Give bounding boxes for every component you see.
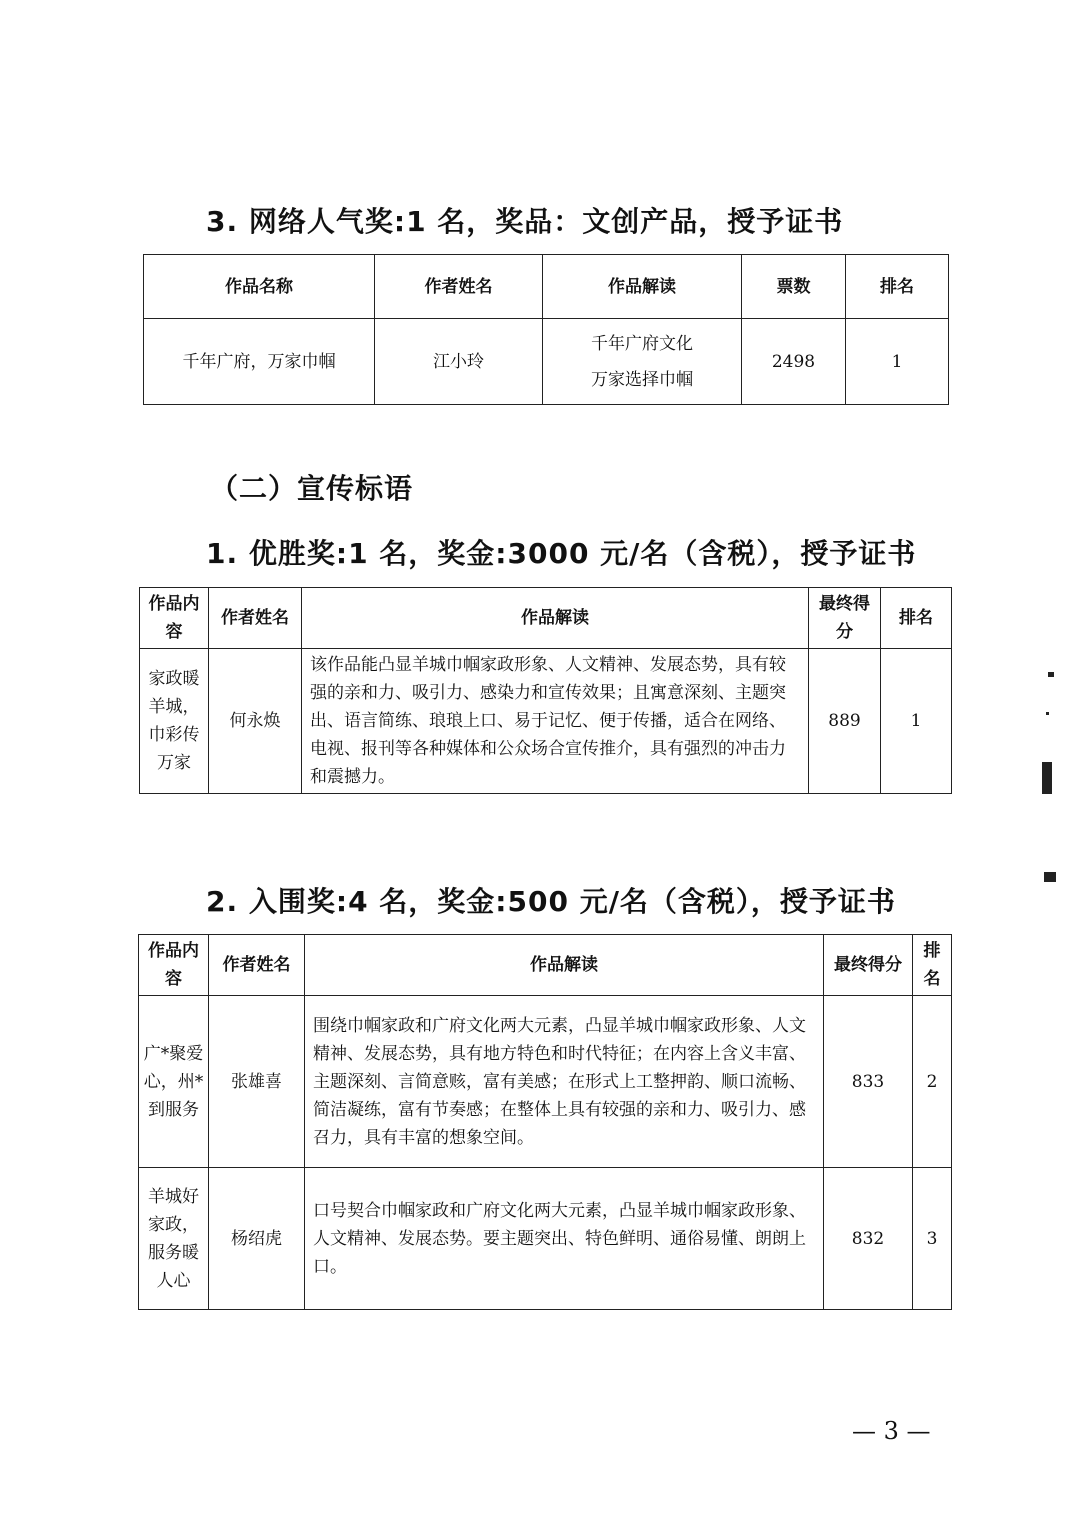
section3-heading: 3. 网络人气奖:1 名，奖品：文创产品，授予证书 (206, 205, 844, 238)
votes: 2498 (742, 319, 846, 405)
scan-mark (1046, 712, 1049, 715)
final-score: 889 (809, 649, 881, 794)
header-author-name: 作者姓名 (375, 255, 543, 319)
rank: 2 (913, 996, 952, 1168)
header-content: 作品内容 (139, 935, 209, 996)
scan-mark (1044, 872, 1056, 882)
table-header-row (140, 588, 952, 649)
table-row (139, 996, 952, 1168)
work-content: 广*聚爱心，州*到服务 (139, 996, 209, 1168)
part2-heading: （二）宣传标语 (210, 472, 414, 505)
author-name: 江小玲 (375, 319, 543, 405)
rank: 3 (913, 1168, 952, 1310)
popularity-award-table (143, 254, 949, 405)
rank: 1 (881, 649, 952, 794)
header-content: 作品内容 (140, 588, 209, 649)
table-row (140, 649, 952, 794)
header-rank: 排名 (913, 935, 952, 996)
author-name: 张雄喜 (209, 996, 305, 1168)
scan-mark (1042, 762, 1052, 794)
header-interpretation: 作品解读 (305, 935, 824, 996)
finalist-award-table (138, 934, 952, 1310)
final-score: 832 (824, 1168, 913, 1310)
interpretation (543, 319, 742, 405)
header-work-name: 作品名称 (144, 255, 375, 319)
header-interpretation: 作品解读 (302, 588, 809, 649)
header-score: 最终得分 (824, 935, 913, 996)
header-author: 作者姓名 (209, 935, 305, 996)
interpretation: 围绕巾帼家政和广府文化两大元素，凸显羊城巾帼家政形象、人文精神、发展态势，具有地方特色和时代特征；在内容上含义丰富、主题深刻、言简意赅，富有美感；在形式上工整押韵、顺口流畅、简洁凝练，富有节奏感；在整体上具有较强的亲和力、吸引力、感召力，具有丰富的想象空间。 (305, 996, 824, 1168)
excellence-award-heading: 1. 优胜奖:1 名，奖金:3000 元/名（含税），授予证书 (206, 537, 917, 570)
table-header-row (144, 255, 949, 319)
rank: 1 (846, 319, 949, 405)
scan-mark (1048, 672, 1054, 677)
author-name: 杨绍虎 (209, 1168, 305, 1310)
interpretation: 该作品能凸显羊城巾帼家政形象、人文精神、发展态势，具有较强的亲和力、吸引力、感染力和宣传效果；且寓意深刻、主题突出、语言简练、琅琅上口、易于记忆、便于传播，适合在网络、电视、报刊等各种媒体和公众场合宣传推介，具有强烈的冲击力和震撼力。 (302, 649, 809, 794)
header-rank: 排名 (881, 588, 952, 649)
interpretation-line-2: 万家选择巾帼 (591, 369, 693, 390)
finalist-award-heading: 2. 入围奖:4 名，奖金:500 元/名（含税），授予证书 (206, 885, 896, 918)
work-name: 千年广府，万家巾帼 (144, 319, 375, 405)
header-votes: 票数 (742, 255, 846, 319)
work-content: 家政暖羊城，巾彩传万家 (140, 649, 209, 794)
page-number: — 3 — (852, 1417, 931, 1445)
table-row (139, 1168, 952, 1310)
final-score: 833 (824, 996, 913, 1168)
header-author: 作者姓名 (209, 588, 302, 649)
table-header-row (139, 935, 952, 996)
header-score: 最终得分 (809, 588, 881, 649)
interpretation-line-1: 千年广府文化 (591, 333, 693, 354)
interpretation: 口号契合巾帼家政和广府文化两大元素，凸显羊城巾帼家政形象、人文精神、发展态势。要主题突出、特色鲜明、通俗易懂、朗朗上口。 (305, 1168, 824, 1310)
work-content: 羊城好家政，服务暖人心 (139, 1168, 209, 1310)
header-interpretation: 作品解读 (543, 255, 742, 319)
table-row (144, 319, 949, 405)
excellence-award-table (139, 587, 952, 794)
author-name: 何永焕 (209, 649, 302, 794)
header-rank: 排名 (846, 255, 949, 319)
